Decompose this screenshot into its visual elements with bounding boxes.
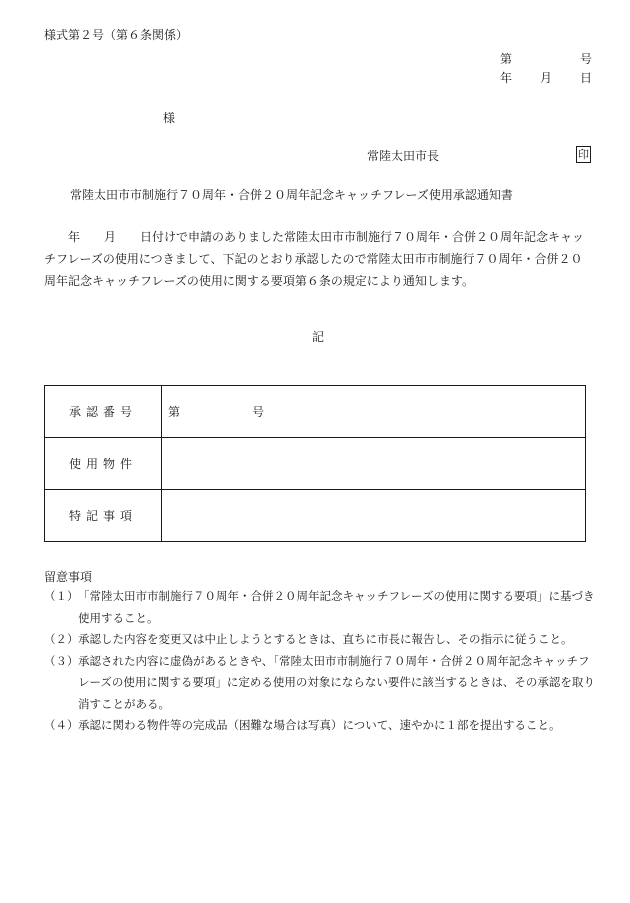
note-marker: （４） <box>44 718 79 732</box>
usage-item-value <box>162 438 586 490</box>
row-label-approval-number: 承認番号 <box>45 386 162 438</box>
table-row <box>45 490 586 542</box>
date-day: 日 <box>579 71 592 85</box>
document-date <box>500 69 592 86</box>
document-title: 常陸太田市市制施行７０周年・合併２０周年記念キャッチフレーズ使用承認通知書 <box>70 188 513 202</box>
issuer-name: 常陸太田市長 <box>367 149 440 163</box>
row-label-special-notes: 特記事項 <box>45 490 162 542</box>
number-prefix: 第 <box>500 52 513 66</box>
table-row <box>45 438 586 490</box>
note-text: 承認された内容に虚偽があるときや、「常陸太田市市制施行７０周年・合併２０周年記念キャッチフレーズの使用に関する要項」に定める使用の対象にならない要件に該当するときは、その承認を取り消すことがある。 <box>78 653 595 711</box>
note-text: 「常陸太田市市制施行７０周年・合併２０周年記念キャッチフレーズの使用に関する要項」に基づき使用すること。 <box>78 589 595 625</box>
body-paragraph: 年 月 日付けで申請のありました常陸太田市市制施行７０周年・合併２０周年記念キャッチフレーズの使用につきまして、下記のとおり承認したので常陸太田市市制施行７０周年・合併２０周年記念キャッチフレーズの使用に関する要項第６条の規定により通知します。 <box>44 230 585 288</box>
form-id: 様式第２号（第６条関係） <box>44 28 189 42</box>
date-month: 月 <box>539 71 552 85</box>
notes-list <box>44 586 596 737</box>
note-text: 承認した内容を変更又は中止しようとするときは、直ちに市長に報告し、その指示に従うこと。 <box>78 632 573 646</box>
number-suffix: 号 <box>579 52 592 66</box>
notes-heading: 留意事項 <box>44 570 93 584</box>
approval-number-prefix: 第 <box>168 405 181 419</box>
row-label-usage-item: 使用物件 <box>45 438 162 490</box>
list-item <box>44 629 596 651</box>
note-marker: （１） <box>44 589 79 603</box>
table-row <box>45 386 586 438</box>
special-notes-value <box>162 490 586 542</box>
note-text: 承認に関わる物件等の完成品（困難な場合は写真）について、速やかに１部を提出すること。 <box>78 718 561 732</box>
date-year: 年 <box>500 71 513 85</box>
list-item <box>44 651 596 716</box>
approval-number-value <box>162 386 586 438</box>
list-item <box>44 715 596 737</box>
seal-mark: 印 <box>578 148 589 161</box>
approval-number-suffix: 号 <box>252 405 265 419</box>
document-number <box>500 50 592 67</box>
note-marker: （３） <box>44 653 79 668</box>
note-marker: （２） <box>44 632 79 646</box>
detail-table <box>44 385 586 542</box>
ki-heading: 記 <box>312 330 325 344</box>
recipient-honorific: 様 <box>163 111 176 125</box>
list-item <box>44 586 596 629</box>
